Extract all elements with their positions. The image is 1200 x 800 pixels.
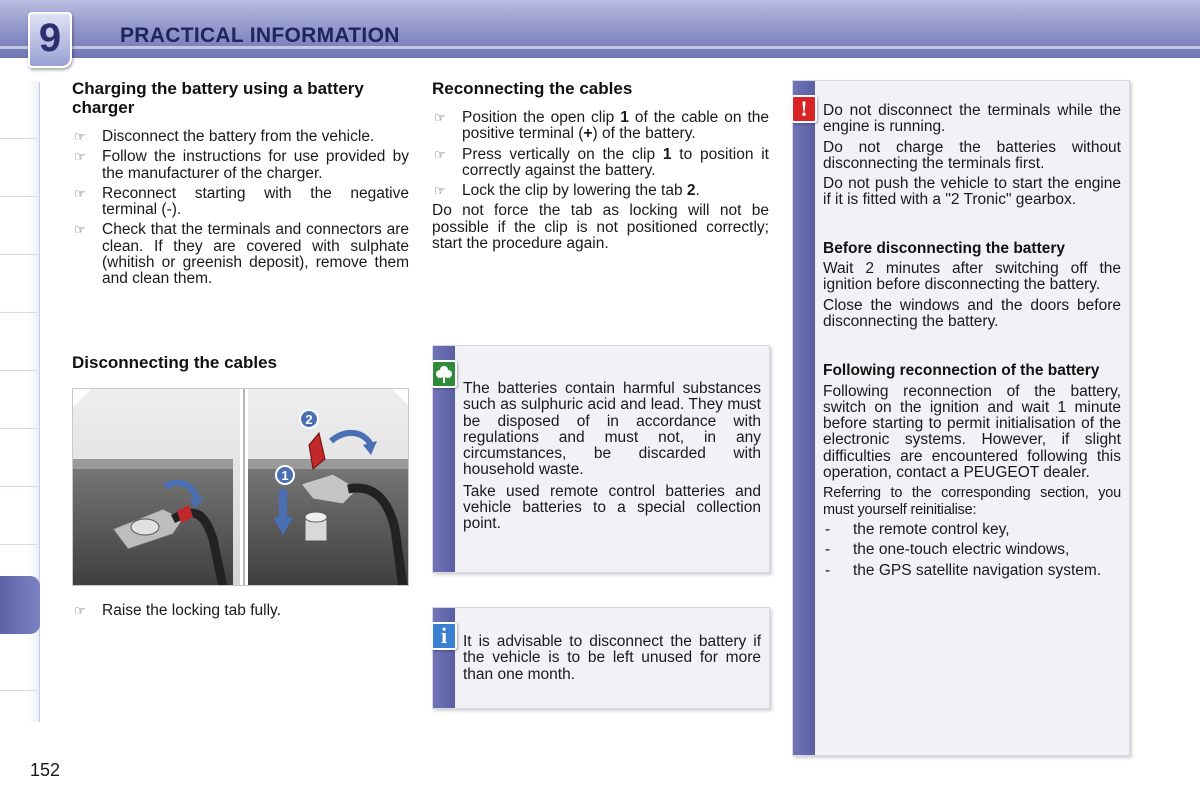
info-text: It is advisable to disconnect the battery if the vehicle is to be left unused for more than one month. bbox=[463, 633, 761, 683]
warning-paragraph: Do not push the vehicle to start the engine if it is fitted with a "2 Tronic" gearbox. bbox=[823, 175, 1121, 209]
warning-paragraph: Close the windows and the doors before disconnecting the battery. bbox=[823, 296, 1121, 330]
pointing-hand-icon: ☞ bbox=[434, 183, 446, 199]
page-number: 152 bbox=[30, 760, 61, 780]
list-item: ☞ Reconnect starting with the negative terminal (-). bbox=[74, 184, 409, 219]
charging-heading: Charging the battery using a battery charger bbox=[72, 79, 364, 117]
pointing-hand-icon: ☞ bbox=[434, 146, 446, 162]
charging-section bbox=[72, 79, 409, 292]
list-item: ☞ Position the open clip 1 of the cable on the positive terminal (+) of the battery. bbox=[434, 109, 769, 143]
reconnecting-list bbox=[432, 110, 769, 199]
charging-list bbox=[72, 129, 409, 288]
pointing-hand-icon: ☞ bbox=[74, 149, 86, 165]
list-item: ☞ Press vertically on the clip 1 to position it correctly against the battery. bbox=[434, 145, 769, 179]
environment-leaf-icon bbox=[431, 360, 457, 388]
warning-paragraph: Referring to the corresponding section, you must yourself reinitialise: bbox=[823, 485, 1121, 518]
info-icon: i bbox=[431, 622, 457, 650]
battery-terminal-illustration bbox=[72, 388, 409, 586]
list-item: - the remote control key, bbox=[825, 520, 1010, 538]
step-1-label: 1 bbox=[281, 468, 289, 483]
disconnecting-heading: Disconnecting the cables bbox=[72, 353, 277, 372]
warning-paragraph: Wait 2 minutes after switching off the ignition before disconnecting the battery. bbox=[823, 260, 1121, 294]
list-item: ☞ Check that the terminals and connectors are clean. If they are covered with sulphate (whitish or greenish deposit), remove them and clean them. bbox=[74, 221, 409, 288]
disconnecting-list bbox=[72, 603, 409, 623]
chapter-number: 9 bbox=[38, 16, 62, 60]
page-title: PRACTICAL INFORMATION bbox=[120, 24, 400, 47]
thumb-divider bbox=[0, 428, 38, 429]
thumb-divider bbox=[0, 254, 38, 255]
list-item: - the GPS satellite navigation system. bbox=[825, 561, 1102, 579]
warning-box bbox=[792, 80, 1130, 756]
reconnecting-heading: Reconnecting the cables bbox=[432, 79, 633, 98]
thumb-divider bbox=[0, 312, 38, 313]
thumb-divider bbox=[0, 196, 38, 197]
step-2-label: 2 bbox=[305, 412, 313, 427]
warning-icon: ! bbox=[791, 95, 817, 123]
box-accent-stripe bbox=[793, 81, 815, 755]
thumb-divider bbox=[0, 138, 38, 139]
thumb-divider bbox=[0, 370, 38, 371]
active-chapter-thumb[interactable] bbox=[0, 576, 40, 634]
warning-paragraph: Do not charge the batteries without disconnecting the terminals first. bbox=[823, 138, 1121, 172]
pointing-hand-icon: ☞ bbox=[74, 603, 86, 618]
list-item: ☞ Disconnect the battery from the vehicle. bbox=[74, 128, 375, 145]
thumb-divider bbox=[0, 486, 38, 487]
list-item: ☞ Raise the locking tab fully. bbox=[74, 602, 281, 619]
list-item: - the one-touch electric windows, bbox=[825, 541, 1070, 559]
reconnecting-section bbox=[432, 79, 769, 252]
warning-paragraph: Following reconnection of the battery, switch on the ignition and wait 1 minute before starting to permit initialisation of the electronic systems. However, if slight difficulties are encountered following this operation, contact a PEUGEOT dealer. bbox=[823, 382, 1121, 482]
before-disconnect-heading: Before disconnecting the battery bbox=[823, 239, 1066, 257]
warning-paragraph: Do not disconnect the terminals while the engine is running. bbox=[823, 102, 1121, 136]
list-item: ☞ Lock the clip by lowering the tab 2. bbox=[434, 182, 700, 200]
environment-text: The batteries contain harmful substances such as sulphuric acid and lead. They must be disposed of in accordance with regulations and must not, in any circumstances, be discarded with household waste. Take used remote control batteries and vehicle batteries to a special collection point. bbox=[463, 380, 761, 533]
reinitialise-list bbox=[823, 522, 1121, 579]
info-box bbox=[432, 607, 770, 709]
reconnecting-note: Do not force the tab as locking will not be possible if the clip is not positioned correctly; start the procedure again. bbox=[432, 202, 769, 253]
environment-box bbox=[432, 345, 770, 573]
warning-text bbox=[823, 103, 1121, 579]
pointing-hand-icon: ☞ bbox=[74, 129, 86, 144]
battery-clip-diagram bbox=[73, 389, 409, 586]
pointing-hand-icon: ☞ bbox=[74, 185, 86, 201]
pointing-hand-icon: ☞ bbox=[434, 110, 446, 125]
thumb-divider bbox=[0, 544, 38, 545]
pointing-hand-icon: ☞ bbox=[74, 222, 86, 238]
thumb-divider bbox=[0, 690, 38, 691]
list-item: ☞ Follow the instructions for use provided by the manufacturer of the charger. bbox=[74, 148, 409, 182]
after-reconnect-heading: Following reconnection of the battery bbox=[823, 362, 1100, 380]
